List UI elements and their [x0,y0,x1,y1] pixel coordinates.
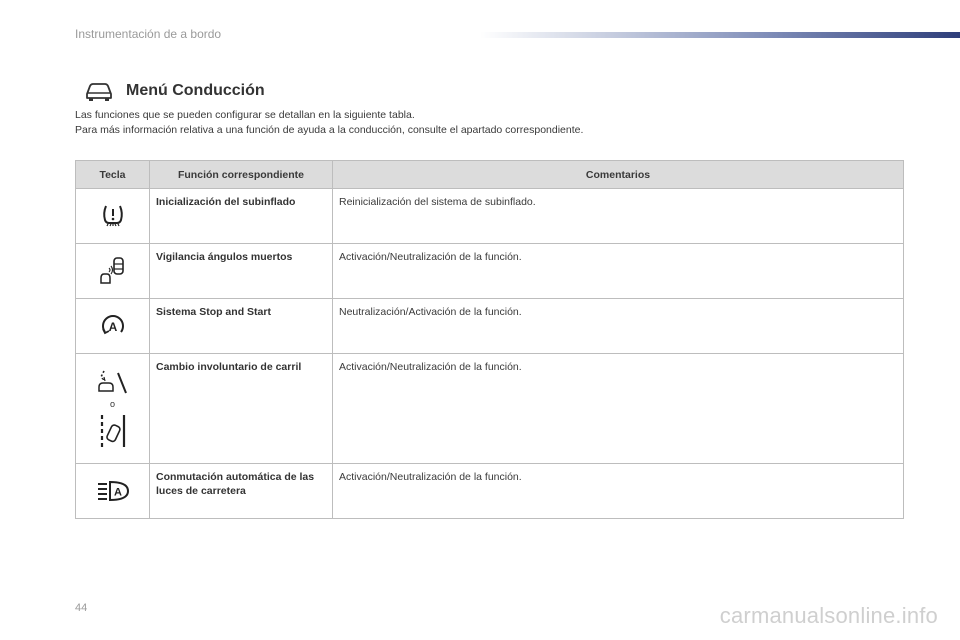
key-cell [76,354,150,464]
header-gradient-bar [480,32,960,38]
function-cell: Vigilancia ángulos muertos [150,244,333,299]
auto-high-beam-icon [96,479,130,503]
table-row [76,354,904,464]
function-cell: Inicialización del subinflado [150,189,333,244]
key-separator: o [109,398,115,409]
driving-menu-table [75,160,904,519]
intro-line-1: Las funciones que se pueden configurar se detallan en la siguiente tabla. [75,109,415,121]
comment-cell: Activación/Neutralización de la función. [333,244,904,299]
comment-cell: Activación/Neutralización de la función. [333,354,904,464]
function-cell: Conmutación automática de las luces de carretera [150,464,333,519]
table-row [76,464,904,519]
intro-line-2: Para más información relativa a una función de ayuda a la conducción, consulte el apartado correspondiente. [75,124,584,136]
blind-spot-icon [98,256,128,286]
table-header-row [76,161,904,189]
table-row [76,244,904,299]
function-cell: Cambio involuntario de carril [150,354,333,464]
svg-text:A: A [113,486,122,499]
key-cell [76,464,150,519]
intro-text [75,108,583,138]
svg-text:A: A [108,320,117,334]
col-header-comments: Comentarios [333,161,904,189]
page-number: 44 [75,602,88,614]
tyre-pressure-warning-icon [101,203,125,229]
function-cell: Sistema Stop and Start [150,299,333,354]
table-row [76,189,904,244]
watermark: carmanualsonline.info [719,603,938,628]
section-title: Menú Conducción [126,82,265,99]
col-header-function: Función correspondiente [150,161,333,189]
comment-cell: Neutralización/Activación de la función. [333,299,904,354]
running-header: Instrumentación de a bordo [75,27,222,41]
car-icon [84,80,114,102]
key-cell [76,189,150,244]
section-heading [84,78,265,104]
comment-cell: Reinicialización del sistema de subinflado. [333,189,904,244]
key-cell [76,244,150,299]
col-header-key: Tecla [76,161,150,189]
lane-departure-icon [96,369,130,395]
lane-departure-alt-icon [98,413,128,449]
table-row [76,299,904,354]
comment-cell: Activación/Neutralización de la función. [333,464,904,519]
stop-start-icon [100,313,126,339]
key-cell [76,299,150,354]
